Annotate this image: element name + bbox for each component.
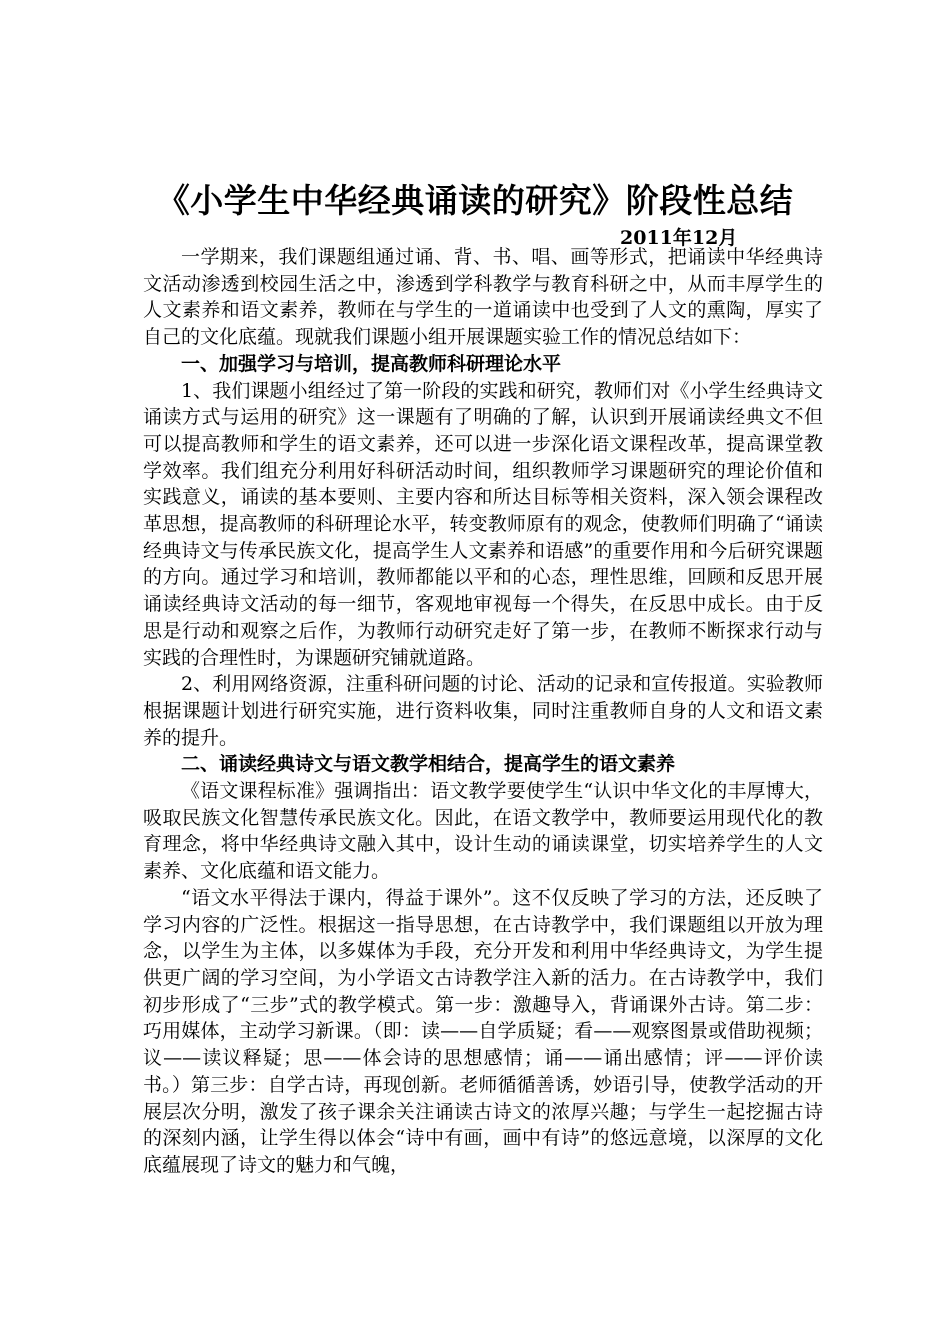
section-heading-2: 二、诵读经典诗文与语文教学相结合，提高学生的语文素养 xyxy=(181,753,676,776)
paragraph-2-2: “语文水平得法于课内，得益于课外”。这不仅反映了学习的方法，还反映了学习内容的广泛性。根据这一指导思想，在古诗教学中，我们课题组以开放为理念，以学生为主体，以多媒体为手段，充分开发和利用中华经典诗文，为学生提供更广阔的学习空间，为小学语文古诗教学注入新的活力。在古诗教学中，我们初步形成了“三步”式的教学模式。第一步：激趣导入，背诵课外古诗。第二步：巧用媒体，主动学习新课。（即：读——自学质疑；看——观察图景或借助视频；议——读议释疑；思——体会诗的思想感情；诵——诵出感情；评——评价读书。）第三步：自学古诗，再现创新。老师循循善诱，妙语引导，使教学活动的开展层次分明，激发了孩子课余关注诵读古诗文的浓厚兴趣；与学生一起挖掘古诗的深刻内涵，让学生得以体会“诗中有画，画中有诗”的悠远意境，以深厚的文化底蕴展现了诗文的魅力和气魄， xyxy=(143,886,823,1176)
paragraph-1-1: 1、我们课题小组经过了第一阶段的实践和研究，教师们对《小学生经典诗文诵读方式与运用的研究》这一课题有了明确的了解，认识到开展诵读经典文不但可以提高教师和学生的语文素养，还可以进一步深化语文课程改革，提高课堂教学效率。我们组充分利用好科研活动时间，组织教师学习课题研究的理论价值和实践意义，诵读的基本要则、主要内容和所达目标等相关资料，深入领会课程改革思想，提高教师的科研理论水平，转变教师原有的观念，使教师们明确了“诵读经典诗文与传承民族文化，提高学生人文素养和语感”的重要作用和今后研究课题的方向。通过学习和培训，教师都能以平和的心态，理性思维，回顾和反思开展诵读经典诗文活动的每一细节，客观地审视每一个得失，在反思中成长。由于反思是行动和观察之后作，为教师行动研究走好了第一步，在教师不断探求行动与实践的合理性时，为课题研究铺就道路。 xyxy=(143,379,823,669)
document-body xyxy=(143,244,823,1179)
paragraph-2-1: 《语文课程标准》强调指出：语文教学要使学生“认识中华文化的丰厚博大，吸取民族文化智慧传承民族文化。因此，在语文教学中，教师要运用现代化的教育理念，将中华经典诗文融入其中，设计生动的诵读课堂，切实培养学生的人文素养、文化底蕴和语文能力。 xyxy=(143,780,823,883)
document-date: 2011年12月 xyxy=(620,227,738,249)
document-title: 《小学生中华经典诵读的研究》阶段性总结 xyxy=(156,181,794,220)
section-heading-1: 一、加强学习与培训，提高教师科研理论水平 xyxy=(181,352,562,375)
paragraph-intro: 一学期来，我们课题组通过诵、背、书、唱、画等形式，把诵读中华经典诗文活动渗透到校园生活之中，渗透到学科教学与教育科研之中，从而丰厚学生的人文素养和语文素养，教师在与学生的一道诵读中也受到了人文的熏陶，厚实了自己的文化底蕴。现就我们课题小组开展课题实验工作的情况总结如下： xyxy=(143,246,823,349)
paragraph-1-2: 2、利用网络资源，注重科研问题的讨论、活动的记录和宣传报道。实验教师根据课题计划进行研究实施，进行资料收集，同时注重教师自身的人文和语文素养的提升。 xyxy=(143,673,823,749)
